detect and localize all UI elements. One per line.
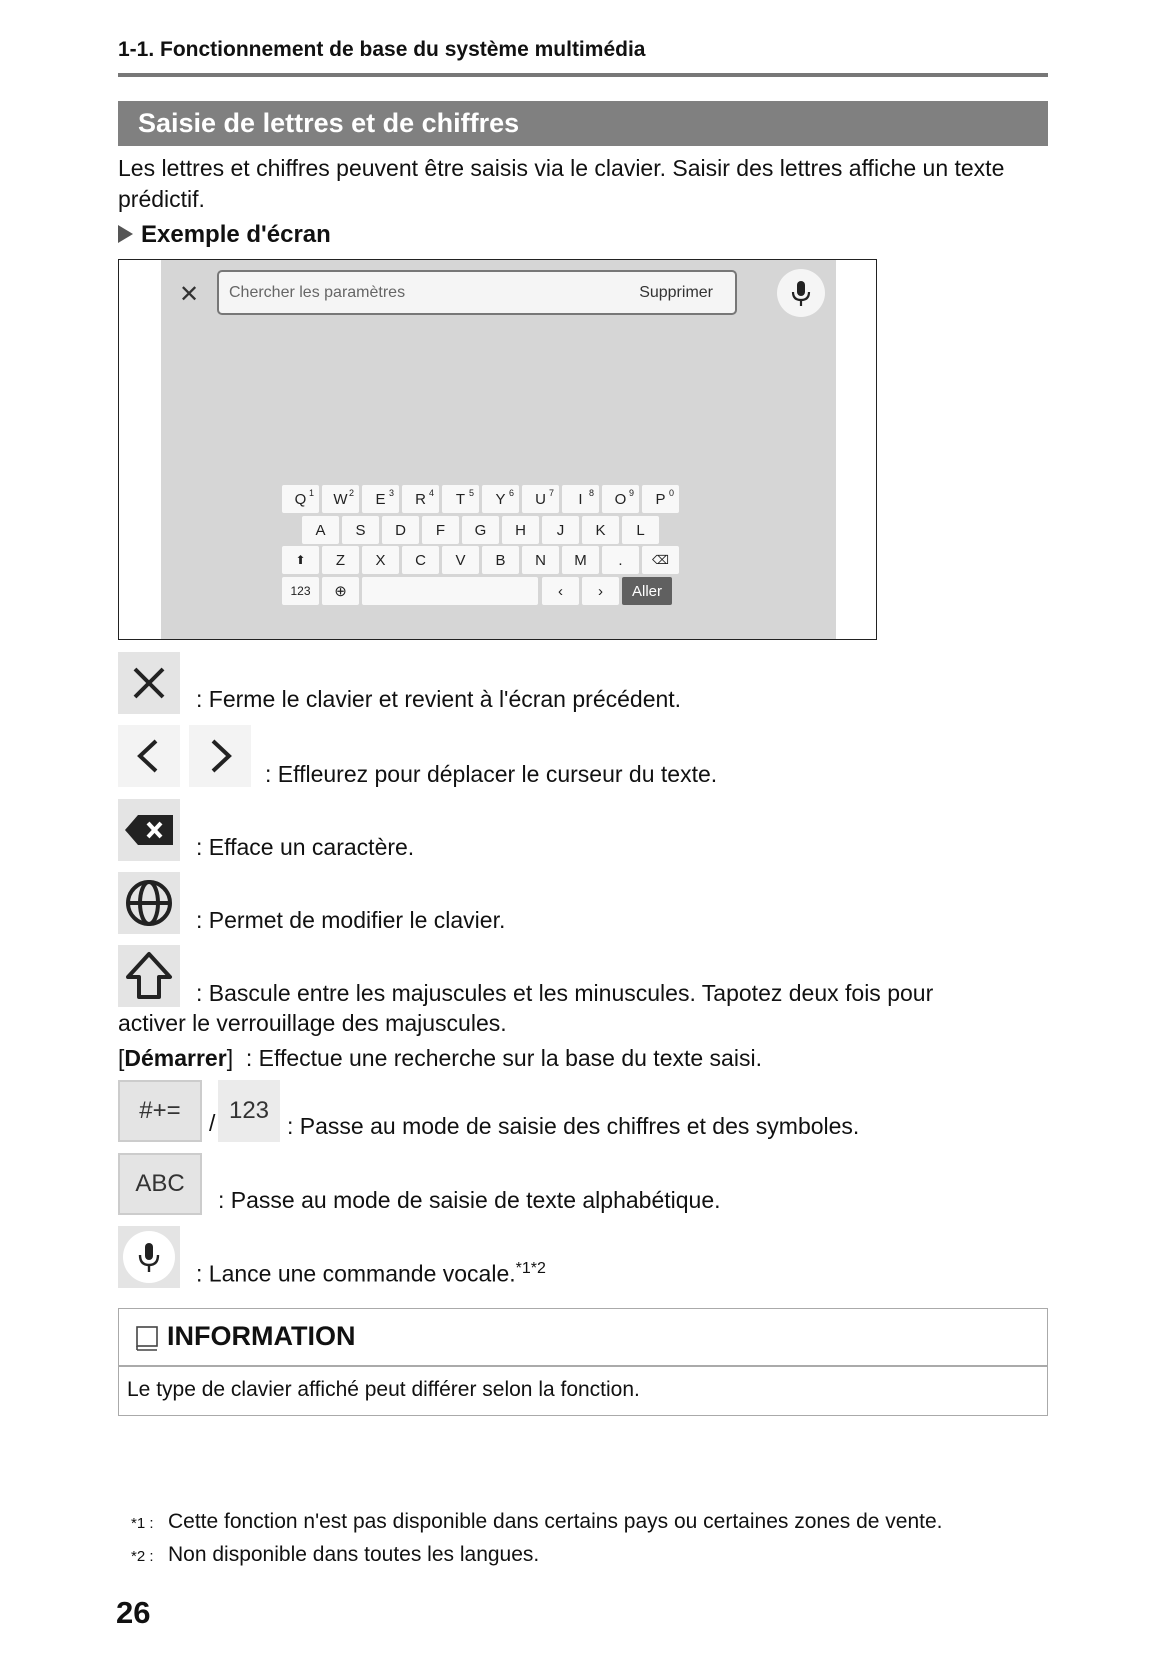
backspace-key[interactable]: ⌫ bbox=[642, 546, 679, 574]
key-g[interactable]: G bbox=[462, 516, 499, 544]
cursor-right-key[interactable]: › bbox=[582, 577, 619, 605]
key-b[interactable]: B bbox=[482, 546, 519, 574]
information-title: INFORMATION bbox=[167, 1321, 356, 1351]
cursor-left-key[interactable]: ‹ bbox=[542, 577, 579, 605]
key-t[interactable]: T 5 bbox=[442, 485, 479, 513]
delete-button[interactable]: Supprimer bbox=[639, 284, 713, 301]
key-number-hint: 0 bbox=[668, 488, 674, 498]
key-n[interactable]: N bbox=[522, 546, 559, 574]
go-key[interactable]: Aller bbox=[622, 577, 672, 605]
intro-paragraph: Les lettres et chiffres peuvent être saisis via le clavier. Saisir des lettres affiche un texte prédictif. bbox=[118, 155, 1005, 212]
footnote-1 bbox=[131, 1510, 943, 1534]
key-y[interactable]: Y 6 bbox=[482, 485, 519, 513]
key-f[interactable]: F bbox=[422, 516, 459, 544]
shift-description-line2: activer le verrouillage des majuscules. bbox=[118, 1010, 507, 1036]
header-rule bbox=[118, 73, 1048, 77]
backspace-icon bbox=[118, 799, 180, 861]
chevron-left-icon bbox=[118, 725, 180, 787]
on-screen-keyboard bbox=[161, 260, 836, 639]
key-number-hint: 5 bbox=[468, 488, 474, 498]
key-u[interactable]: U 7 bbox=[522, 485, 559, 513]
key-number-hint: 2 bbox=[348, 488, 354, 498]
globe-description: : Permet de modifier le clavier. bbox=[196, 907, 506, 933]
example-heading bbox=[118, 221, 331, 249]
start-key-label: Démarrer bbox=[124, 1045, 227, 1071]
close-description: : Ferme le clavier et revient à l'écran précédent. bbox=[196, 686, 682, 712]
numbers-key[interactable]: 123 bbox=[282, 577, 319, 605]
footnote-2 bbox=[131, 1543, 539, 1567]
screen-display bbox=[161, 260, 836, 639]
information-divider bbox=[119, 1365, 1047, 1367]
section-heading-bar bbox=[118, 101, 1048, 146]
key-i[interactable]: I 8 bbox=[562, 485, 599, 513]
key-k[interactable]: K bbox=[582, 516, 619, 544]
close-icon bbox=[118, 652, 180, 714]
microphone-icon bbox=[118, 1226, 180, 1288]
book-icon bbox=[135, 1325, 159, 1351]
key-j[interactable]: J bbox=[542, 516, 579, 544]
key-r[interactable]: R 4 bbox=[402, 485, 439, 513]
key-number-hint: 9 bbox=[628, 488, 634, 498]
shift-key-sample bbox=[118, 945, 180, 1007]
example-heading-text: Exemple d'écran bbox=[141, 221, 331, 248]
start-key-line: [Démarrer] : Effectue une recherche sur la base du texte saisi. bbox=[118, 1045, 762, 1071]
key-number-hint: 4 bbox=[428, 488, 434, 498]
abc-description: : Passe au mode de saisie de texte alphabétique. bbox=[218, 1187, 721, 1213]
abc-key-sample: ABC bbox=[118, 1153, 202, 1215]
key-a[interactable]: A bbox=[302, 516, 339, 544]
close-key-sample bbox=[118, 652, 180, 714]
key-p[interactable]: P 0 bbox=[642, 485, 679, 513]
footnote-mark: *1 : bbox=[131, 1515, 154, 1532]
footnote-text: Non disponible dans toutes les langues. bbox=[168, 1543, 540, 1566]
globe-key[interactable]: ⊕ bbox=[322, 577, 359, 605]
running-header: 1-1. Fonctionnement de base du système multimédia bbox=[118, 38, 646, 61]
section-title: Saisie de lettres et de chiffres bbox=[138, 108, 520, 138]
key-number-hint: 8 bbox=[588, 488, 594, 498]
right-arrow-key-sample bbox=[189, 725, 251, 787]
symbols-description: : Passe au mode de saisie des chiffres et des symboles. bbox=[287, 1113, 860, 1139]
key-s[interactable]: S bbox=[342, 516, 379, 544]
screen-example bbox=[118, 259, 877, 640]
footnote-mark: *2 : bbox=[131, 1548, 154, 1565]
globe-key-sample bbox=[118, 872, 180, 934]
key-m[interactable]: M bbox=[562, 546, 599, 574]
slash-separator: / bbox=[209, 1110, 216, 1136]
globe-icon bbox=[118, 872, 180, 934]
voice-footnote-marks: *1*2 bbox=[515, 1260, 546, 1277]
left-arrow-key-sample bbox=[118, 725, 180, 787]
cursor-description: : Effleurez pour déplacer le curseur du texte. bbox=[265, 761, 718, 787]
key-x[interactable]: X bbox=[362, 546, 399, 574]
search-placeholder: Chercher les paramètres bbox=[229, 284, 406, 301]
chevron-right-icon bbox=[189, 725, 251, 787]
close-icon[interactable]: ✕ bbox=[179, 281, 200, 308]
key-e[interactable]: E 3 bbox=[362, 485, 399, 513]
triangle-marker-icon bbox=[118, 225, 133, 243]
key-v[interactable]: V bbox=[442, 546, 479, 574]
voice-description-line bbox=[196, 1260, 546, 1288]
key-l[interactable]: L bbox=[622, 516, 659, 544]
key-number-hint: 3 bbox=[388, 488, 394, 498]
voice-key-sample bbox=[118, 1226, 180, 1288]
delete-description: : Efface un caractère. bbox=[196, 834, 415, 860]
key-w[interactable]: W 2 bbox=[322, 485, 359, 513]
start-description: : Effectue une recherche sur la base du texte saisi. bbox=[245, 1045, 762, 1071]
key-z[interactable]: Z bbox=[322, 546, 359, 574]
space-bar[interactable] bbox=[362, 577, 538, 605]
shift-arrow-icon bbox=[118, 945, 180, 1007]
footnote-text: Cette fonction n'est pas disponible dans certains pays ou certaines zones de vente. bbox=[168, 1510, 943, 1533]
key-number-hint: 6 bbox=[508, 488, 514, 498]
shift-description-line1: : Bascule entre les majuscules et les minuscules. Tapotez deux fois pour bbox=[196, 980, 934, 1006]
key-period[interactable]: . bbox=[602, 546, 639, 574]
information-box bbox=[118, 1308, 1048, 1416]
key-h[interactable]: H bbox=[502, 516, 539, 544]
voice-description: : Lance une commande vocale. bbox=[196, 1260, 516, 1287]
symbols-key-sample: #+= bbox=[118, 1080, 202, 1142]
key-q[interactable]: Q 1 bbox=[282, 485, 319, 513]
key-c[interactable]: C bbox=[402, 546, 439, 574]
numbers-key-sample: 123 bbox=[218, 1080, 280, 1142]
key-number-hint: 7 bbox=[548, 488, 554, 498]
delete-key-sample bbox=[118, 799, 180, 861]
information-text: Le type de clavier affiché peut différer selon la fonction. bbox=[127, 1378, 640, 1401]
key-o[interactable]: O 9 bbox=[602, 485, 639, 513]
key-d[interactable]: D bbox=[382, 516, 419, 544]
page-number: 26 bbox=[116, 1595, 151, 1630]
shift-key[interactable]: ⬆ bbox=[282, 546, 319, 574]
key-number-hint: 1 bbox=[308, 488, 314, 498]
